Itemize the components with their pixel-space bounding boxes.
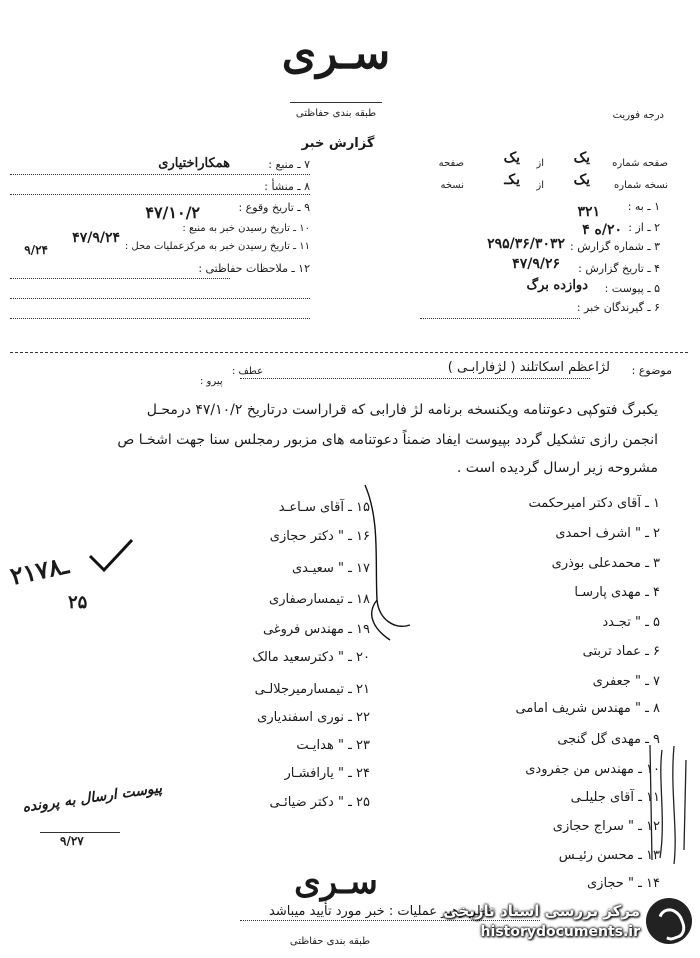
- field-received-center-value: ۹/۲۴: [24, 243, 48, 257]
- copy-unit: نسخه: [440, 180, 464, 191]
- list-item: ۱۲ ـ " سراج حجازی: [552, 819, 660, 834]
- chief-opinion: نظر رهبر عملیات : خبر مورد تأیید میباشد: [269, 904, 491, 919]
- list-item: ۱۶ ـ " دکتر حجازی: [269, 529, 370, 544]
- field-source-label: ۷ ـ منبع :: [268, 158, 310, 171]
- margin-number: ۲۱۷ـ۸: [7, 550, 71, 591]
- copy-number-value: یک: [573, 172, 590, 188]
- list-item: ۹ ـ مهدی گل گنجی: [557, 732, 660, 747]
- field-to-value: ۳۲۱: [577, 204, 600, 220]
- page-of: از: [536, 158, 544, 169]
- list-item: ۱۰ ـ مهندس من جفرودی: [525, 762, 660, 777]
- list-item: ۱۱ ـ آقای جلیلـی: [570, 790, 660, 805]
- list-item: ۲ ـ " اشرف احمدی: [555, 526, 660, 541]
- reference-label: عطف :: [232, 366, 264, 377]
- dotted-line: [240, 378, 590, 379]
- report-title: گزارش خبر: [301, 136, 375, 151]
- page-number-label: صفحه شماره: [612, 158, 668, 169]
- list-item: ۱۳ ـ محسن رئیـس: [558, 848, 660, 863]
- watermark-logo-icon: [646, 898, 692, 944]
- handwritten-date: ۹/۲۷: [60, 834, 84, 848]
- subject-label: موضوع :: [631, 364, 672, 377]
- list-item: ۲۲ ـ نوری اسفندیاری: [257, 710, 370, 725]
- list-item: ۲۵ ـ " دکتر ضیائـی: [269, 795, 370, 810]
- list-item: ۱۹ ـ مهندس فروغی: [262, 622, 370, 637]
- list-item: ۲۳ ـ " هدایـت: [296, 738, 370, 753]
- list-item: ۱۵ ـ آقای سـاعـد: [278, 500, 370, 515]
- stamp-title-bottom: سـرى: [294, 862, 378, 902]
- copy-number-label: نسخه شماره: [614, 180, 668, 191]
- page-unit: صفحه: [438, 158, 464, 169]
- list-item: ۱۴ ـ " حجازی: [587, 876, 660, 891]
- handwritten-note: پیوست ارسال به پرونده: [21, 780, 164, 816]
- subject-value: لژاعظم اسکاتلند ( لژفارابـی ): [447, 360, 610, 375]
- field-report-number-label: ۳ ـ شماره گزارش :: [570, 240, 660, 253]
- watermark-url: historydocuments.ir: [480, 924, 640, 940]
- body-line-2: انجمن رازی تشکیل گردد بپیوست ایفاد ضمناً دعوتنامه های مزبور رمجلس سنا جهت اشخـا ص: [117, 432, 658, 448]
- margin-scribble: [640, 740, 696, 870]
- field-received-center-label: ۱۱ ـ تاریخ رسیدن خبر به مرکزعملیات محل :: [124, 241, 310, 252]
- list-item: ۵ ـ " تجـدد: [602, 615, 660, 630]
- followup-label: پیرو :: [200, 376, 223, 387]
- checkmark-icon: [86, 536, 136, 576]
- divider: [290, 102, 382, 103]
- field-report-date-value: ۴۷/۹/۲۶: [512, 256, 560, 272]
- field-security-notes-label: ۱۲ ـ ملاحظات حفاظتی :: [198, 262, 310, 275]
- list-item: ۱۷ ـ " سعیـدی: [291, 561, 370, 576]
- list-item: ۲۰ ـ " دکترسعید مالک: [252, 650, 370, 665]
- body-line-1: یکبرگ فتوکپی دعوتنامه ویکنسخه برنامه لژ فارابی که قراراست درتاریخ ۴۷/۱۰/۲ درمحـل: [146, 402, 658, 418]
- field-report-number-value: ۲۹۵/۳۶/۳۰۳۲: [487, 236, 565, 252]
- list-item: ۸ ـ " مهندس شریف امامی: [515, 701, 660, 716]
- dotted-line: [10, 174, 310, 175]
- list-item: ۴ ـ مهدی پارسـا: [574, 585, 660, 600]
- field-attachment-value: دوازده برگ: [526, 278, 588, 293]
- field-source-value: همکاراختیاری: [158, 156, 230, 171]
- field-report-date-label: ۴ ـ تاریخ گزارش :: [578, 262, 660, 275]
- field-origin-label: ۸ ـ منشأ :: [264, 180, 310, 193]
- watermark-title: مرکز بررسی اسناد تاریخی: [443, 902, 640, 920]
- section-separator: [10, 352, 688, 353]
- list-item: ۶ ـ عماد تربتی: [582, 644, 660, 659]
- list-item: ۱ ـ آقای دکتر امیرحکمت: [528, 496, 660, 511]
- stamp-title-top: سـرى: [281, 28, 391, 79]
- field-from-label: ۲ ـ از :: [628, 221, 660, 234]
- list-item: ۷ ـ " جعفری: [592, 674, 660, 689]
- divider: [40, 832, 120, 833]
- copy-total: یکـ: [504, 172, 520, 188]
- dotted-line: [10, 194, 310, 195]
- dotted-line: [10, 278, 230, 279]
- classification-label-top: طبقه بندی حفاظتی: [295, 108, 377, 119]
- list-item: ۲۱ ـ تیمسارمیرجلالـی: [254, 682, 370, 697]
- bracket-scribble: [335, 480, 425, 650]
- body-line-3: مشروحه زیر ارسال گردیده است .: [456, 460, 658, 476]
- dotted-line: [240, 920, 540, 921]
- field-event-date-value: ۴۷/۱۰/۲: [145, 203, 200, 222]
- list-item: ۲۴ ـ " یارافشـار: [284, 766, 370, 781]
- field-received-source-value: ۴۷/۹/۲۴: [72, 230, 120, 246]
- margin-number-secondary: ۲۵: [68, 592, 88, 613]
- classification-label-bottom: طبقه بندی حفاظتی: [289, 936, 371, 947]
- dotted-line: [10, 318, 310, 319]
- field-attachment-label: ۵ ـ پیوست :: [604, 282, 660, 295]
- page-total: یک: [503, 150, 520, 166]
- field-recipients-label: ۶ ـ گیرندگان خبر :: [576, 301, 660, 314]
- field-received-source-label: ۱۰ ـ تاریخ رسیدن خبر به منبع :: [182, 223, 310, 234]
- urgency-label: درجه فوریت: [612, 110, 664, 121]
- list-item: ۳ ـ محمدعلی بوذری: [551, 556, 660, 571]
- field-event-date-label: ۹ ـ تاریخ وقوع :: [238, 201, 310, 214]
- field-from-value: ۲۰/ه ۴: [582, 222, 622, 238]
- copy-of: از: [536, 180, 544, 191]
- field-to-label: ۱ ـ به :: [627, 200, 660, 213]
- page-number-value: یک: [573, 150, 590, 166]
- dotted-line: [420, 318, 580, 319]
- list-item: ۱۸ ـ تیمسارصفاری: [269, 592, 370, 607]
- dotted-line: [10, 298, 310, 299]
